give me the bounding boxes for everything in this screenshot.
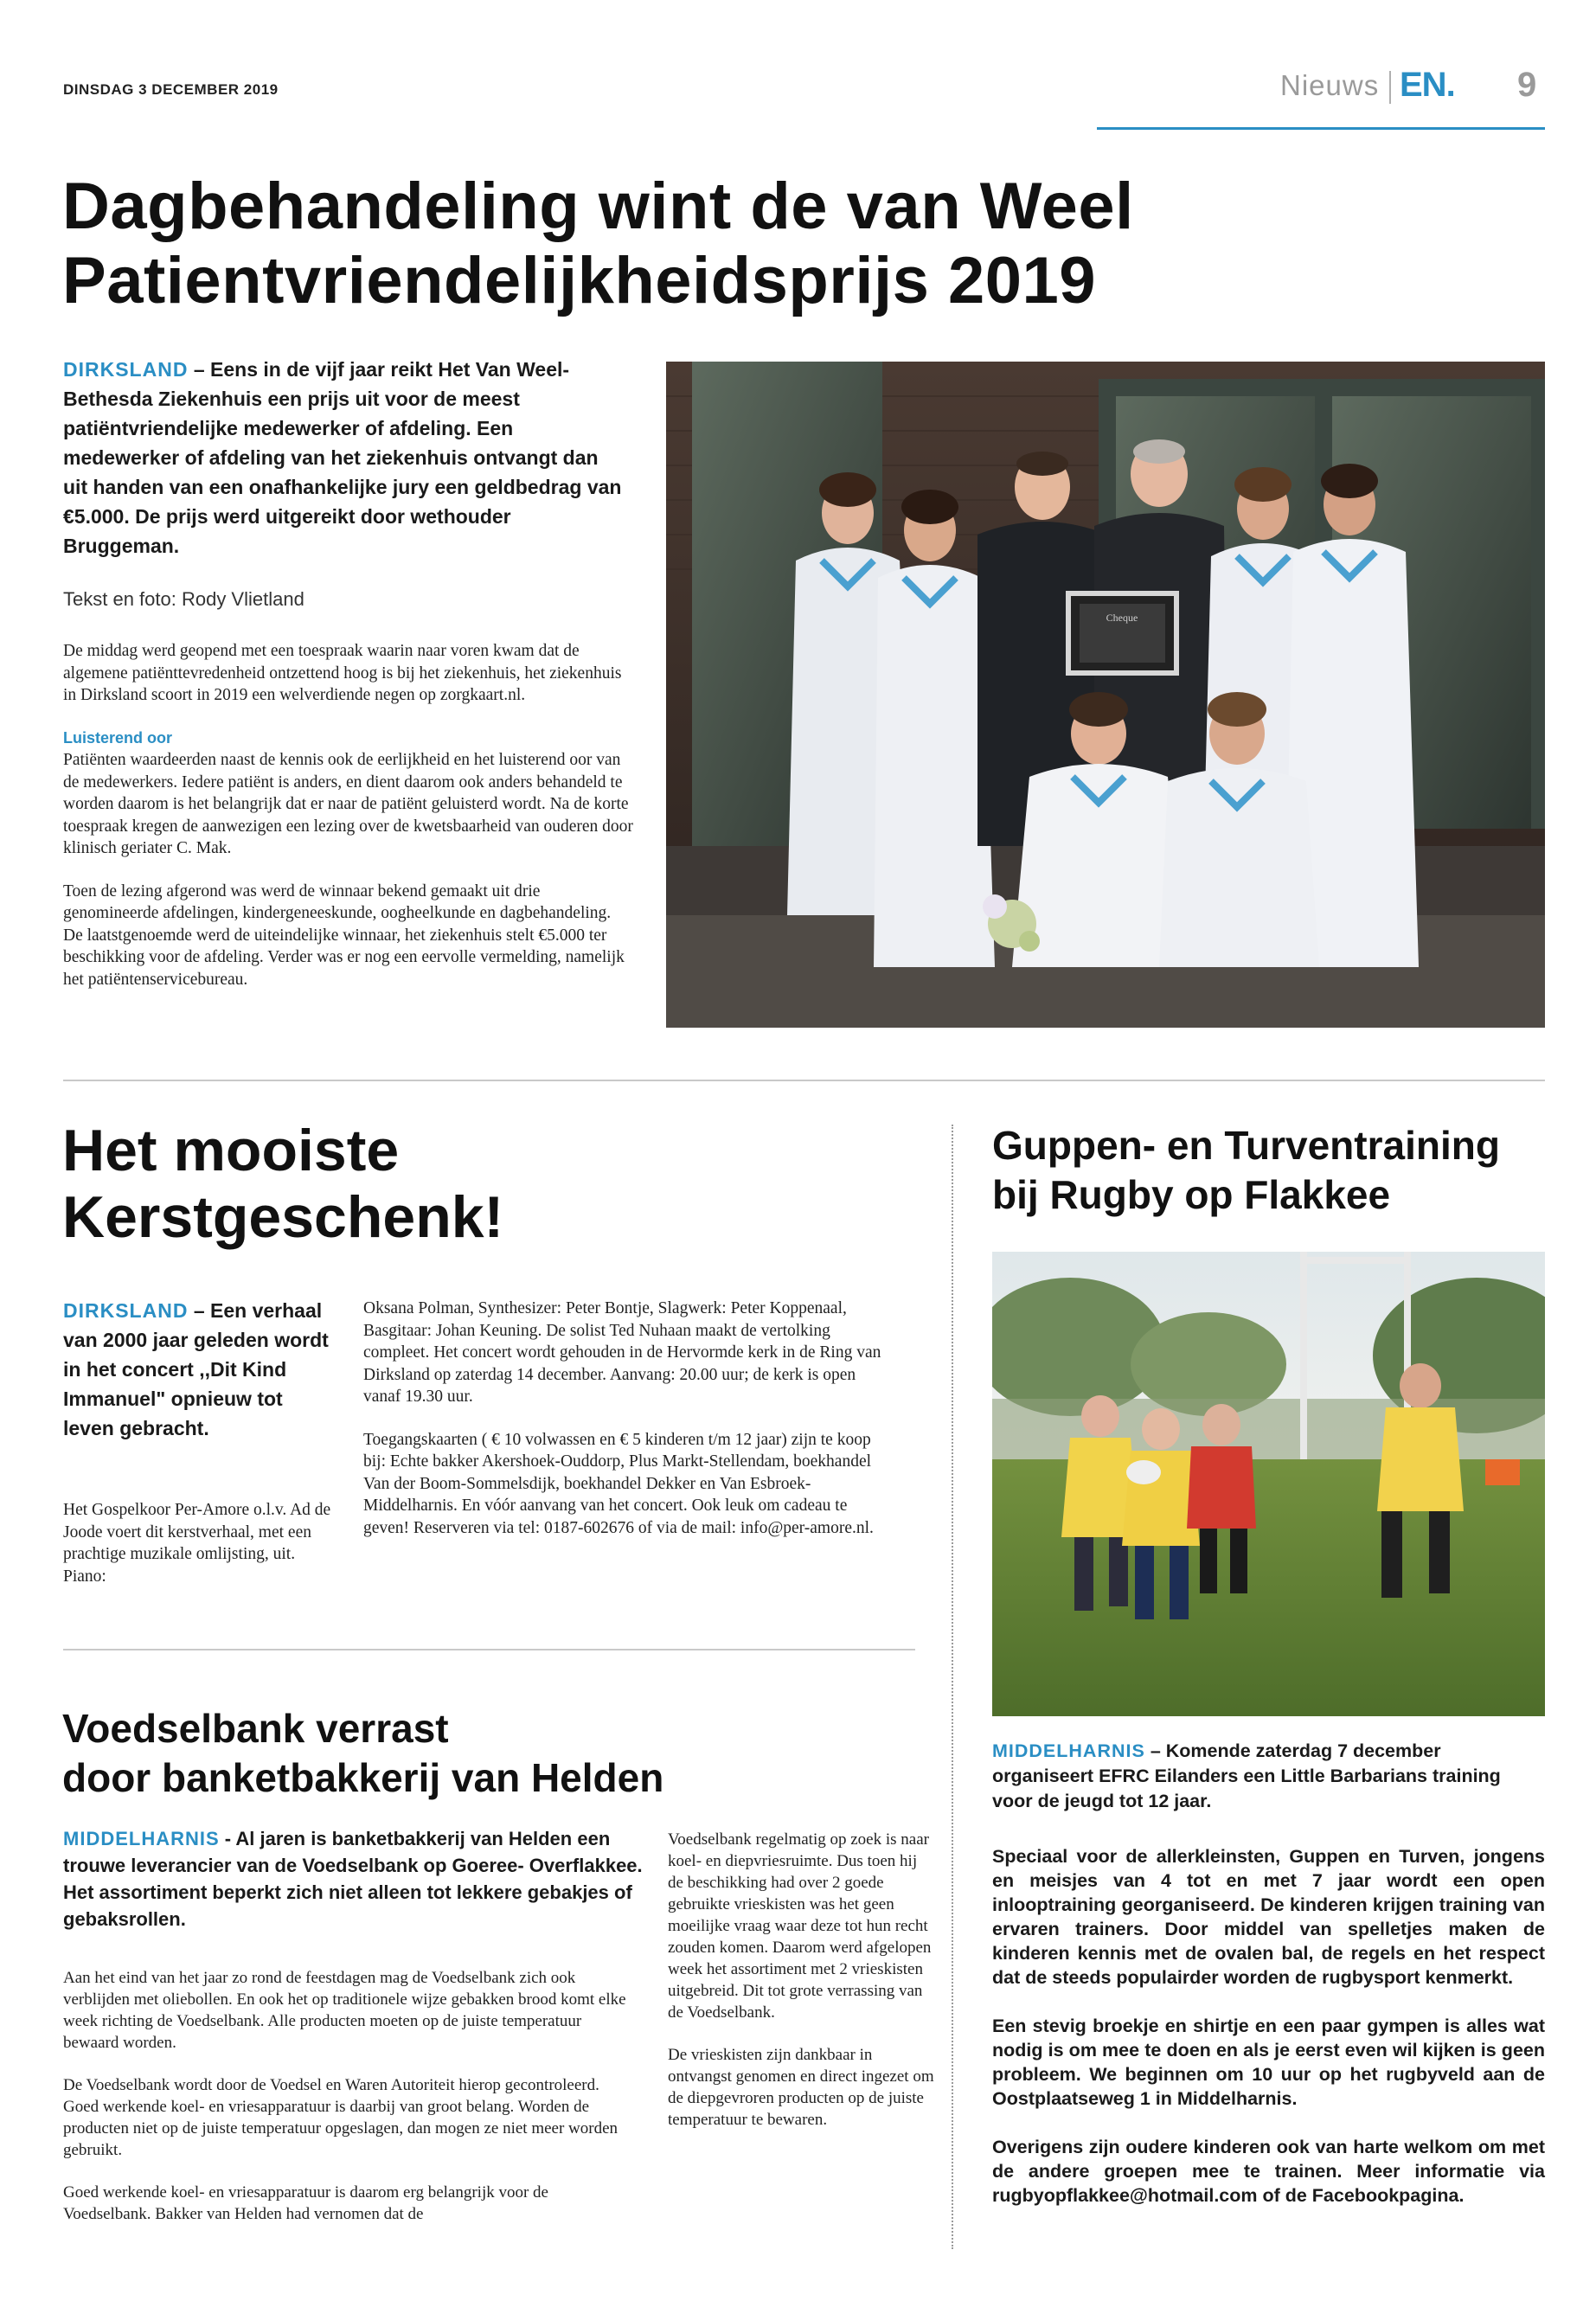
article4-lead	[63, 1825, 651, 1932]
article2-title-line1: Het mooiste	[62, 1118, 400, 1183]
article2-para1: Het Gospelkoor Per-Amore o.l.v. Ad de Joode voert dit kerstverhaal, met een prachtige muzikale omlijsting, uit. Piano:	[63, 1501, 331, 1586]
article3-lead-text: – Komende zaterdag 7 december organiseert EFRC Eilanders een Little Barbarians training voor de jeugd tot 12 jaar.	[992, 1740, 1501, 1811]
article2-city: DIRKSLAND	[63, 1299, 189, 1322]
article2-body-col1	[63, 1499, 340, 1608]
award-group-photo-illustration	[666, 362, 1545, 1028]
issue-date: DINSDAG 3 DECEMBER 2019	[63, 81, 279, 98]
article2-para3: Toegangskaarten ( € 10 volwassen en € 5 kinderen t/m 12 jaar) zijn te koop bij: Echte bakker Akershoek-Ouddorp, Plus Markt-Stellendam, boekhandel Van der Boom-Sommelsdijk, boekhandel Dekker en Van Esbroek-Middelharnis. En vóór aanvang van het concert. Ook leuk om cadeau te geven! Reserveren via tel: 0187-602676 of via de mail: info@per-amore.nl.	[363, 1430, 874, 1537]
article3-title	[992, 1121, 1563, 1220]
article3-title-line2: bij Rugby op Flakkee	[992, 1172, 1391, 1218]
article4-para2: De Voedselbank wordt door de Voedsel en Waren Autoriteit hierop gecontroleerd. Goed werkende koel- en vriesapparatuur is daarbij van groot belang. Worden de producten niet op de juiste temperatuur opgeslagen, dan mogen ze niet meer worden gebruikt.	[63, 2076, 619, 2159]
article1-city: DIRKSLAND	[63, 358, 189, 381]
column-separator	[952, 1125, 953, 2249]
article1-para3: Toen de lezing afgerond was werd de winnaar bekend gemaakt uit drie genomineerde afdelingen, kindergeneeskunde, oogheelkunde en dagbehandeling. De laatstgenoemde werd de uiteindelijke winnaar, het ziekenhuis stelt €5.000 ter beschikking voor de afdeling. Verder was er nog een eervolle vermelding, namelijk het patiëntenservicebureau.	[63, 881, 625, 989]
article1-title-line2: Patientvriendelijkheidsprijs 2019	[62, 243, 1097, 317]
en-logo: EN.	[1400, 66, 1455, 104]
article1-title-line1: Dagbehandeling wint de van Weel	[62, 170, 1134, 243]
article2-title	[62, 1118, 841, 1251]
article1-subhead: Luisterend oor	[63, 728, 173, 747]
article2-body-col2	[363, 1298, 891, 1560]
certificate-text: Cheque	[1106, 612, 1138, 624]
article4-body-col2	[668, 1829, 936, 2151]
article3-title-line1: Guppen- en Turventraining	[992, 1123, 1500, 1168]
award-group-photo	[666, 362, 1545, 1028]
rugby-training-photo-illustration	[992, 1252, 1545, 1716]
masthead-divider	[1389, 71, 1391, 104]
page-number: 9	[1517, 66, 1537, 104]
article3-city: MIDDELHARNIS	[992, 1740, 1145, 1761]
article3-para1: Speciaal voor de allerkleinsten, Guppen en Turven, jongens en meisjes van 4 tot en met 7 jaar wordt een open inlooptraining georganiseerd. De kinderen krijgen training van ervaren trainers. Door middel van spelletjes maken de kinderen kennis met de ovalen bal, de regels en het respect dat de steeds populairder worden de rugbysport kenmerkt.	[992, 1846, 1545, 1988]
article3-body	[992, 1844, 1545, 2232]
article2-lead	[63, 1296, 331, 1443]
article4-title	[62, 1704, 927, 1803]
article4-city: MIDDELHARNIS	[63, 1828, 220, 1849]
article2-para2: Oksana Polman, Synthesizer: Peter Bontje, Slagwerk: Peter Koppenaal, Basgitaar: Johan Keuning. De solist Ted Nuhaan maakt de vertolking compleet. Het concert wordt gehouden in de Hervormde kerk in de Ring van Dirksland op zaterdag 14 december. Aanvang: 20.00 uur; de kerk is open vanaf 19.30 uur.	[363, 1299, 881, 1406]
article4-para1: Aan het eind van het jaar zo rond de feestdagen mag de Voedselbank zich ook verblijden met oliebollen. En ook het op traditionele wijze gebakken brood komt elke week richting de Voedselbank. Alle producten moeten op de juiste temperatuur bewaard worden.	[63, 1969, 626, 2052]
section-label: Nieuws	[1280, 69, 1380, 101]
article3-para2: Een stevig broekje en shirtje en een paar gympen is alles wat nodig is om mee te doen en als je eerst even wil kijken is geen probleem. We beginnen om 10 uur op het rugbyveld aan de Oostplaatseweg 1 in Middelharnis.	[992, 2016, 1545, 2109]
article2-title-line2: Kerstgeschenk!	[62, 1183, 504, 1250]
masthead	[1097, 66, 1545, 130]
article1-body	[63, 640, 634, 1011]
section-divider	[63, 1080, 1545, 1081]
article1-lead	[63, 355, 625, 561]
article1-para2: Patiënten waardeerden naast de kennis ook de eerlijkheid en het luisterend oor van de medewerkers. Iedere patiënt is anders, en dient daarom ook anders behandeld te worden daarom is het belangrijk dat er naar de patiënt geluisterd wordt. Na de korte toespraak kregen de aanwezigen een lezing over de kwetsbaarheid van ouderen door klinisch geriater C. Mak.	[63, 751, 633, 857]
article2-lead-text: – Een verhaal van 2000 jaar geleden wordt in het concert ,,Dit Kind Immanuel" opnieuw tot leven gebracht.	[63, 1299, 329, 1439]
article2-divider	[63, 1649, 915, 1650]
article4-lead-text: - Al jaren is banketbakkerij van Helden een trouwe leverancier van de Voedselbank op Goeree- Overflakkee. Het assortiment beperkt zich niet alleen tot lekkere gebakjes of gebaksrollen.	[63, 1828, 643, 1930]
article4-title-line1: Voedselbank verrast	[62, 1706, 449, 1751]
article4-body-col1	[63, 1967, 634, 2246]
article4-para4: Voedselbank regelmatig op zoek is naar koel- en diepvriesruimte. Dus toen hij de beschikking had over 2 goede gebruikte vrieskisten was het geen moeilijke vraag waar deze tot hun recht zouden komen. Daarom werd afgelopen week het assortiment met 2 vrieskisten uitgebreid. Dit tot grote verrassing van de Voedselbank.	[668, 1830, 932, 2022]
article1-para1: De middag werd geopend met een toespraak waarin naar voren kwam dat de algemene patiënttevredenheid ontzettend hoog is bij het ziekenhuis, het ziekenhuis in Dirksland scoort in 2019 een welverdiende negen op zorgkaart.nl.	[63, 642, 622, 704]
article4-title-line2: door banketbakkerij van Helden	[62, 1755, 664, 1801]
rugby-training-photo	[992, 1252, 1545, 1716]
article3-para3: Overigens zijn oudere kinderen ook van harte welkom om met de andere groepen mee te trainen. Meer informatie via rugbyopflakkee@hotmail.com of de Facebookpagina.	[992, 2137, 1545, 2206]
photo-credit: Tekst en foto: Rody Vlietland	[63, 588, 304, 610]
article4-para5: De vrieskisten zijn dankbaar in ontvangst genomen en direct ingezet om de diepgevroren producten op de juiste temperatuur te bewaren.	[668, 2046, 934, 2129]
article3-lead	[992, 1739, 1545, 1814]
article1-title	[62, 170, 1273, 318]
article1-lead-text: – Eens in de vijf jaar reikt Het Van Weel-Bethesda Ziekenhuis een prijs uit voor de meest patiëntvriendelijke medewerker of afdeling. Een medewerker of afdeling van het ziekenhuis ontvangt dan uit handen van een onafhankelijke jury een geldbedrag van €5.000. De prijs werd uitgereikt door wethouder Bruggeman.	[63, 358, 622, 557]
article4-para3: Goed werkende koel- en vriesapparatuur is daarom erg belangrijk voor de Voedselbank. Bakker van Helden had vernomen dat de	[63, 2183, 548, 2223]
